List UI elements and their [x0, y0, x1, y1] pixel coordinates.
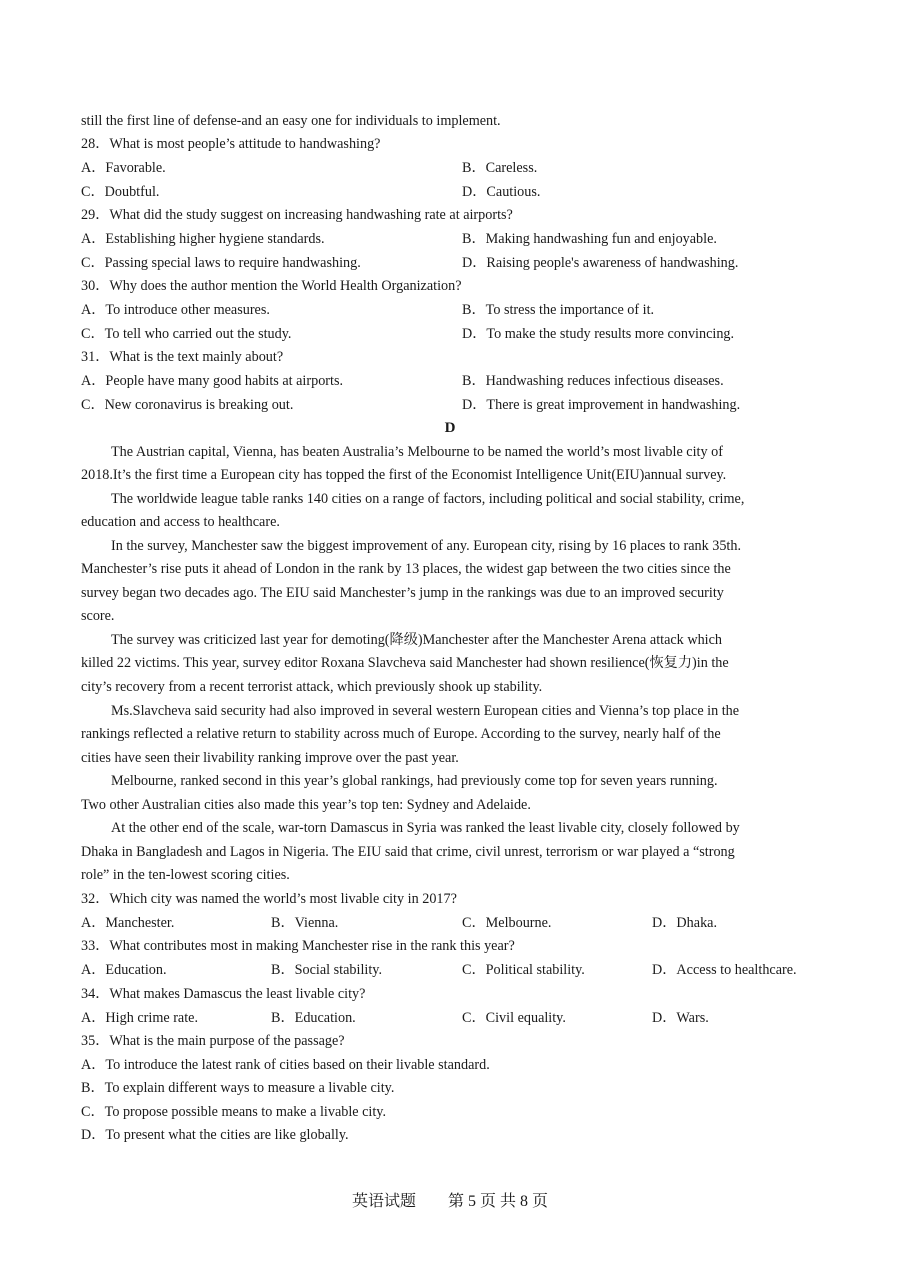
option-31b: B．Handwashing reduces infectious diseases. — [462, 373, 724, 389]
option-29c: C．Passing special laws to require handwashing. — [81, 255, 361, 271]
footer-page-number: 第 5 页 共 8 页 — [448, 1193, 549, 1210]
option-28c: C．Doubtful. — [81, 184, 160, 200]
passage-line: 2018.It’s the first time a European city has topped the first of the Economist Intelligence Unit(EIU)annual survey. — [81, 467, 727, 483]
option-32b: B．Vienna. — [271, 915, 339, 931]
option-35c: C．To propose possible means to make a livable city. — [81, 1104, 387, 1120]
footer-subject: 英语试题 — [351, 1193, 416, 1210]
question-31: 31．What is the text mainly about? — [81, 349, 284, 365]
option-33b: B．Social stability. — [271, 962, 382, 978]
passage-line: Two other Australian cities also made this year’s top ten: Sydney and Adelaide. — [81, 797, 531, 813]
passage-line: Melbourne, ranked second in this year’s global rankings, had previously come top for seven years running. — [111, 773, 718, 789]
option-29a: A．Establishing higher hygiene standards. — [81, 231, 325, 247]
passage-line: Manchester’s rise puts it ahead of London in the rank by 13 places, the widest gap between the two cities since the — [81, 561, 731, 577]
option-35d: D．To present what the cities are like globally. — [81, 1127, 349, 1143]
option-30b: B．To stress the importance of it. — [462, 302, 655, 318]
question-28: 28．What is most people’s attitude to handwashing? — [81, 136, 381, 152]
passage-line: Dhaka in Bangladesh and Lagos in Nigeria. The EIU said that crime, civil unrest, terrorism or war played a “strong — [81, 844, 735, 860]
option-29b: B．Making handwashing fun and enjoyable. — [462, 231, 717, 247]
option-32c: C．Melbourne. — [462, 915, 552, 931]
option-35b: B．To explain different ways to measure a livable city. — [81, 1080, 395, 1096]
question-33: 33．What contributes most in making Manchester rise in the rank this year? — [81, 938, 515, 954]
passage-line: survey began two decades ago. The EIU said Manchester’s jump in the rankings was due to an improved security — [81, 585, 724, 601]
option-28b: B．Careless. — [462, 160, 538, 176]
option-33d: D．Access to healthcare. — [652, 962, 797, 978]
passage-line: At the other end of the scale, war-torn Damascus in Syria was ranked the least livable city, closely followed by — [111, 820, 740, 836]
option-32d: D．Dhaka. — [652, 915, 718, 931]
passage-line: The survey was criticized last year for demoting(降级)Manchester after the Manchester Arena attack which — [111, 632, 722, 648]
option-33a: A．Education. — [81, 962, 167, 978]
passage-line: education and access to healthcare. — [81, 514, 280, 530]
passage-line: cities have seen their livability ranking improve over the past year. — [81, 750, 459, 766]
option-30c: C．To tell who carried out the study. — [81, 326, 292, 342]
option-34b: B．Education. — [271, 1010, 356, 1026]
page-footer — [0, 1190, 900, 1214]
option-28d: D．Cautious. — [462, 184, 541, 200]
question-32: 32．Which city was named the world’s most livable city in 2017? — [81, 891, 457, 907]
section-d-heading: D — [444, 420, 456, 436]
continuation-text: still the first line of defense-and an easy one for individuals to implement. — [81, 113, 501, 129]
option-29d: D．Raising people's awareness of handwashing. — [462, 255, 739, 271]
passage-line: Ms.Slavcheva said security had also improved in several western European cities and Vienna’s top place in the — [111, 703, 740, 719]
passage-line: In the survey, Manchester saw the biggest improvement of any. European city, rising by 16 places to rank 35th. — [111, 538, 741, 554]
passage-line: role” in the ten-lowest scoring cities. — [81, 867, 290, 883]
question-30: 30．Why does the author mention the World Health Organization? — [81, 278, 462, 294]
option-34a: A．High crime rate. — [81, 1010, 199, 1026]
question-34: 34．What makes Damascus the least livable city? — [81, 986, 366, 1002]
passage-line: The Austrian capital, Vienna, has beaten Australia’s Melbourne to be named the world’s most livable city of — [111, 444, 723, 460]
question-29: 29．What did the study suggest on increasing handwashing rate at airports? — [81, 207, 513, 223]
option-34c: C．Civil equality. — [462, 1010, 566, 1026]
passage-line: city’s recovery from a recent terrorist attack, which previously shook up stability. — [81, 679, 543, 695]
option-31d: D．There is great improvement in handwashing. — [462, 397, 741, 413]
option-30a: A．To introduce other measures. — [81, 302, 270, 318]
option-35a: A．To introduce the latest rank of cities based on their livable standard. — [81, 1057, 490, 1073]
option-31c: C．New coronavirus is breaking out. — [81, 397, 294, 413]
question-35: 35．What is the main purpose of the passage? — [81, 1033, 345, 1049]
passage-line: The worldwide league table ranks 140 cities on a range of factors, including political and social stability, crime, — [111, 491, 745, 507]
option-34d: D．Wars. — [652, 1010, 709, 1026]
passage-line: score. — [81, 608, 115, 624]
passage-line: rankings reflected a relative return to stability across much of Europe. According to the survey, nearly half of the — [81, 726, 721, 742]
option-31a: A．People have many good habits at airports. — [81, 373, 344, 389]
option-30d: D．To make the study results more convincing. — [462, 326, 735, 342]
option-33c: C．Political stability. — [462, 962, 585, 978]
option-32a: A．Manchester. — [81, 915, 175, 931]
option-28a: A．Favorable. — [81, 160, 166, 176]
passage-line: killed 22 victims. This year, survey editor Roxana Slavcheva said Manchester had shown resilience(恢复力)in the — [81, 655, 729, 671]
